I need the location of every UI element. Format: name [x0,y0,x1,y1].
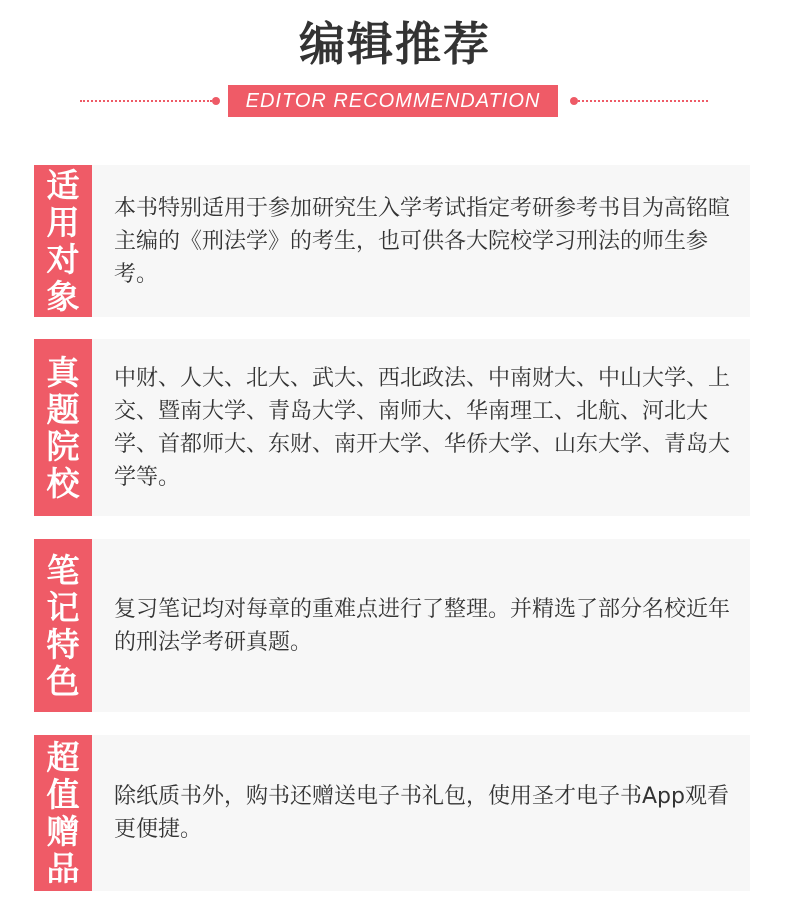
tag-char: 院 [46,426,80,466]
left-dot-ornament [212,97,220,105]
tag-char: 象 [46,277,80,316]
section-target-audience [34,165,750,317]
right-dotted-line [578,100,708,102]
section-text-content: 除纸质书外，购书还赠送电子书礼包，使用圣才电子书App观看更便捷。 [114,784,729,842]
tag-char: 校 [46,463,80,503]
left-dotted-line [80,100,212,102]
tag-char: 用 [46,203,80,242]
section-text-content: 本书特别适用于参加研究生入学考试指定考研参考书目为高铭暄主编的《刑法学》的考生，也可供各大院校学习刑法的师生参考。 [114,195,731,287]
tag-char: 值 [46,775,80,814]
tag-char: 品 [46,849,80,888]
section-tag [34,339,92,516]
section-text-content: 中财、人大、北大、武大、西北政法、中南财大、中山大学、上交、暨南大学、青岛大学、南师大、华南理工、北航、河北大学、首都师大、东财、南开大学、华侨大学、山东大学、青岛大学等。 [114,365,731,490]
tag-char: 适 [46,166,80,205]
right-dot-ornament [570,97,578,105]
subtitle-banner [0,85,790,117]
section-tag [34,165,92,317]
section-text-content: 复习笔记均对每章的重难点进行了整理。并精选了部分名校近年的刑法学考研真题。 [114,596,731,655]
tag-char: 题 [46,389,80,429]
section-notes-features [34,539,750,712]
subtitle-pill: EDITOR RECOMMENDATION [228,85,558,117]
section-tag [34,735,92,891]
tag-char: 记 [46,587,80,627]
tag-char: 色 [46,661,80,701]
tag-char: 对 [46,240,80,279]
section-tag [34,539,92,712]
section-exam-schools [34,339,750,516]
tag-char: 超 [46,738,80,777]
section-text [114,339,736,516]
tag-char: 真 [46,352,80,392]
section-text [114,539,736,712]
section-text [114,735,736,891]
tag-char: 特 [46,624,80,664]
section-bonus-gift [34,735,750,891]
page-title: 编辑推荐 [299,17,491,71]
tag-char: 笔 [46,550,80,590]
section-text [114,165,736,317]
tag-char: 赠 [46,812,80,851]
